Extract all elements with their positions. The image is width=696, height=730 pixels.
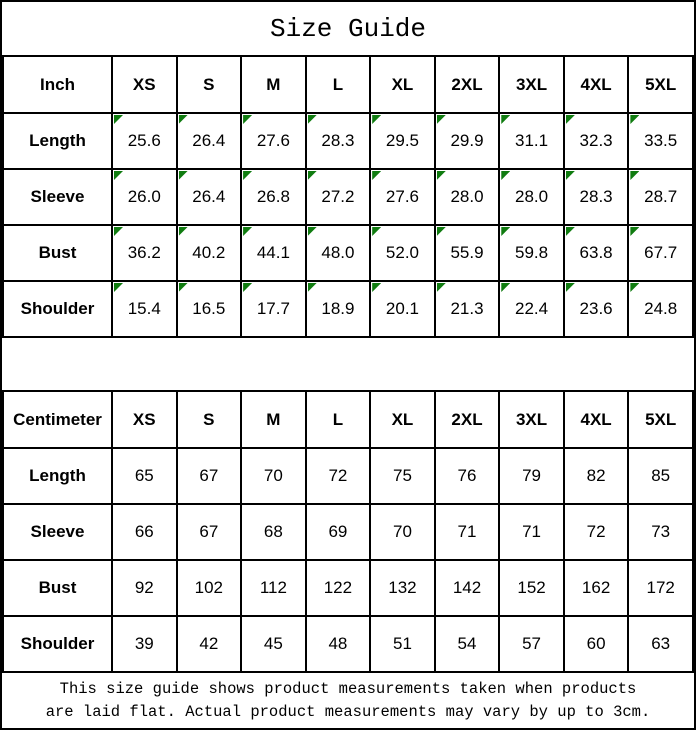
size-header-cell: XL [370, 56, 435, 113]
flag-triangle-icon [437, 171, 446, 180]
measurement-value: 18.9 [321, 299, 355, 318]
measurement-value-cell [241, 113, 306, 169]
flag-triangle-icon [501, 115, 510, 124]
flag-triangle-icon [243, 115, 252, 124]
measurement-value-cell [112, 225, 177, 281]
table-row [3, 281, 693, 337]
flag-triangle-icon [630, 283, 639, 292]
size-header-cell: XS [112, 391, 177, 448]
row-label-cell: Length [3, 448, 112, 504]
measurement-value-cell [499, 225, 564, 281]
measurement-value-cell: 54 [435, 616, 500, 672]
measurement-value: 67.7 [644, 243, 678, 262]
measurement-value-cell: 57 [499, 616, 564, 672]
measurement-value-cell [499, 113, 564, 169]
flag-triangle-icon [179, 115, 188, 124]
footer-note-line-1: This size guide shows product measurements taken when products [59, 680, 637, 699]
measurement-value-cell: 102 [177, 560, 242, 616]
row-label-cell: Shoulder [3, 281, 112, 337]
size-header-cell: M [241, 391, 306, 448]
size-header-cell: S [177, 56, 242, 113]
measurement-value-cell [564, 225, 629, 281]
inch-size-table [2, 55, 694, 338]
row-label-cell: Sleeve [3, 504, 112, 560]
size-header-cell: XL [370, 391, 435, 448]
measurement-value: 15.4 [127, 299, 161, 318]
size-header-cell: XS [112, 56, 177, 113]
flag-triangle-icon [243, 283, 252, 292]
size-header-cell: 3XL [499, 56, 564, 113]
row-label-cell: Sleeve [3, 169, 112, 225]
measurement-value: 16.5 [192, 299, 226, 318]
flag-triangle-icon [114, 283, 123, 292]
flag-triangle-icon [179, 227, 188, 236]
measurement-value-cell: 112 [241, 560, 306, 616]
measurement-value-cell: 79 [499, 448, 564, 504]
measurement-value-cell [628, 225, 693, 281]
row-label-cell: Length [3, 113, 112, 169]
measurement-value: 59.8 [515, 243, 549, 262]
measurement-value: 48.0 [321, 243, 355, 262]
measurement-value: 27.6 [256, 131, 290, 150]
measurement-value-cell [499, 281, 564, 337]
measurement-value-cell: 73 [628, 504, 693, 560]
measurement-value-cell [564, 281, 629, 337]
measurement-value-cell [306, 225, 371, 281]
measurement-value: 20.1 [385, 299, 419, 318]
measurement-value: 26.4 [192, 187, 226, 206]
size-header-cell: L [306, 56, 371, 113]
measurement-value-cell: 71 [435, 504, 500, 560]
table-row [3, 113, 693, 169]
measurement-value-cell: 72 [306, 448, 371, 504]
measurement-value-cell [306, 281, 371, 337]
measurement-value-cell [435, 169, 500, 225]
measurement-value-cell: 69 [306, 504, 371, 560]
footer-note [2, 673, 694, 728]
measurement-value: 21.3 [450, 299, 484, 318]
measurement-value-cell: 65 [112, 448, 177, 504]
flag-triangle-icon [566, 227, 575, 236]
measurement-value-cell: 67 [177, 448, 242, 504]
measurement-value-cell: 72 [564, 504, 629, 560]
measurement-value-cell [241, 169, 306, 225]
measurement-value-cell: 172 [628, 560, 693, 616]
row-label-cell: Bust [3, 560, 112, 616]
unit-header-cell: Centimeter [3, 391, 112, 448]
measurement-value-cell [628, 281, 693, 337]
measurement-value-cell [177, 113, 242, 169]
flag-triangle-icon [437, 227, 446, 236]
measurement-value-cell [370, 113, 435, 169]
unit-header-cell: Inch [3, 56, 112, 113]
measurement-value-cell: 68 [241, 504, 306, 560]
measurement-value-cell [435, 113, 500, 169]
measurement-value: 31.1 [515, 131, 549, 150]
size-header-cell: 4XL [564, 391, 629, 448]
flag-triangle-icon [114, 115, 123, 124]
measurement-value: 26.4 [192, 131, 226, 150]
flag-triangle-icon [630, 115, 639, 124]
measurement-value-cell [177, 281, 242, 337]
flag-triangle-icon [372, 171, 381, 180]
measurement-value-cell: 142 [435, 560, 500, 616]
measurement-value-cell [112, 281, 177, 337]
measurement-value-cell [499, 169, 564, 225]
measurement-value-cell: 67 [177, 504, 242, 560]
measurement-value: 40.2 [192, 243, 226, 262]
measurement-value-cell: 60 [564, 616, 629, 672]
measurement-value-cell: 70 [241, 448, 306, 504]
measurement-value-cell [628, 169, 693, 225]
measurement-value: 17.7 [256, 299, 290, 318]
flag-triangle-icon [179, 283, 188, 292]
measurement-value: 27.6 [385, 187, 419, 206]
measurement-value-cell [177, 169, 242, 225]
measurement-value: 44.1 [256, 243, 290, 262]
size-header-cell: 2XL [435, 56, 500, 113]
table-row [3, 560, 693, 616]
measurement-value: 24.8 [644, 299, 678, 318]
measurement-value: 29.9 [450, 131, 484, 150]
measurement-value-cell: 63 [628, 616, 693, 672]
measurement-value: 25.6 [127, 131, 161, 150]
flag-triangle-icon [308, 227, 317, 236]
flag-triangle-icon [566, 283, 575, 292]
size-header-cell: 2XL [435, 391, 500, 448]
measurement-value-cell: 75 [370, 448, 435, 504]
measurement-value-cell [306, 169, 371, 225]
measurement-value: 23.6 [579, 299, 613, 318]
measurement-value-cell [370, 225, 435, 281]
measurement-value-cell: 48 [306, 616, 371, 672]
table-row [3, 169, 693, 225]
measurement-value: 26.8 [256, 187, 290, 206]
measurement-value-cell: 76 [435, 448, 500, 504]
measurement-value-cell: 92 [112, 560, 177, 616]
measurement-value-cell [241, 281, 306, 337]
measurement-value: 33.5 [644, 131, 678, 150]
measurement-value-cell: 51 [370, 616, 435, 672]
measurement-value-cell [435, 225, 500, 281]
size-header-cell: 3XL [499, 391, 564, 448]
flag-triangle-icon [437, 283, 446, 292]
flag-triangle-icon [243, 227, 252, 236]
measurement-value: 22.4 [515, 299, 549, 318]
flag-triangle-icon [437, 115, 446, 124]
flag-triangle-icon [308, 283, 317, 292]
measurement-value-cell: 71 [499, 504, 564, 560]
measurement-value-cell: 70 [370, 504, 435, 560]
measurement-value: 28.3 [321, 131, 355, 150]
table-spacer [2, 338, 694, 390]
measurement-value-cell: 45 [241, 616, 306, 672]
flag-triangle-icon [114, 171, 123, 180]
measurement-value-cell: 39 [112, 616, 177, 672]
measurement-value-cell: 82 [564, 448, 629, 504]
measurement-value-cell [177, 225, 242, 281]
measurement-value: 28.3 [579, 187, 613, 206]
flag-triangle-icon [372, 115, 381, 124]
table-row [3, 616, 693, 672]
flag-triangle-icon [308, 115, 317, 124]
size-header-cell: 5XL [628, 391, 693, 448]
measurement-value-cell: 42 [177, 616, 242, 672]
flag-triangle-icon [372, 227, 381, 236]
measurement-value: 26.0 [127, 187, 161, 206]
measurement-value-cell [370, 281, 435, 337]
measurement-value-cell [564, 169, 629, 225]
measurement-value-cell [112, 113, 177, 169]
size-header-cell: 5XL [628, 56, 693, 113]
measurement-value-cell [370, 169, 435, 225]
measurement-value-cell: 132 [370, 560, 435, 616]
flag-triangle-icon [501, 171, 510, 180]
flag-triangle-icon [501, 227, 510, 236]
measurement-value: 55.9 [450, 243, 484, 262]
flag-triangle-icon [308, 171, 317, 180]
measurement-value: 28.0 [450, 187, 484, 206]
measurement-value-cell [435, 281, 500, 337]
measurement-value: 28.7 [644, 187, 678, 206]
measurement-value-cell: 122 [306, 560, 371, 616]
measurement-value-cell [241, 225, 306, 281]
flag-triangle-icon [114, 227, 123, 236]
table-row [3, 225, 693, 281]
flag-triangle-icon [566, 171, 575, 180]
flag-triangle-icon [630, 227, 639, 236]
table-row [3, 448, 693, 504]
measurement-value-cell: 162 [564, 560, 629, 616]
flag-triangle-icon [630, 171, 639, 180]
measurement-value: 28.0 [515, 187, 549, 206]
flag-triangle-icon [566, 115, 575, 124]
measurement-value: 29.5 [385, 131, 419, 150]
measurement-value-cell: 66 [112, 504, 177, 560]
size-header-cell: S [177, 391, 242, 448]
row-label-cell: Shoulder [3, 616, 112, 672]
measurement-value: 32.3 [579, 131, 613, 150]
measurement-value-cell [628, 113, 693, 169]
measurement-value: 36.2 [127, 243, 161, 262]
table-row [3, 504, 693, 560]
measurement-value-cell [564, 113, 629, 169]
measurement-value-cell: 152 [499, 560, 564, 616]
size-header-cell: 4XL [564, 56, 629, 113]
flag-triangle-icon [501, 283, 510, 292]
measurement-value-cell: 85 [628, 448, 693, 504]
measurement-value-cell [112, 169, 177, 225]
table-header-row [3, 56, 693, 113]
measurement-value: 63.8 [579, 243, 613, 262]
footer-note-line-2: are laid flat. Actual product measurements may vary by up to 3cm. [45, 702, 651, 721]
measurement-value: 52.0 [385, 243, 419, 262]
measurement-value-cell [306, 113, 371, 169]
measurement-value: 27.2 [321, 187, 355, 206]
page-title: Size Guide [269, 13, 427, 44]
row-label-cell: Bust [3, 225, 112, 281]
flag-triangle-icon [243, 171, 252, 180]
flag-triangle-icon [372, 283, 381, 292]
size-header-cell: L [306, 391, 371, 448]
centimeter-size-table [2, 390, 694, 673]
table-header-row [3, 391, 693, 448]
size-header-cell: M [241, 56, 306, 113]
flag-triangle-icon [179, 171, 188, 180]
